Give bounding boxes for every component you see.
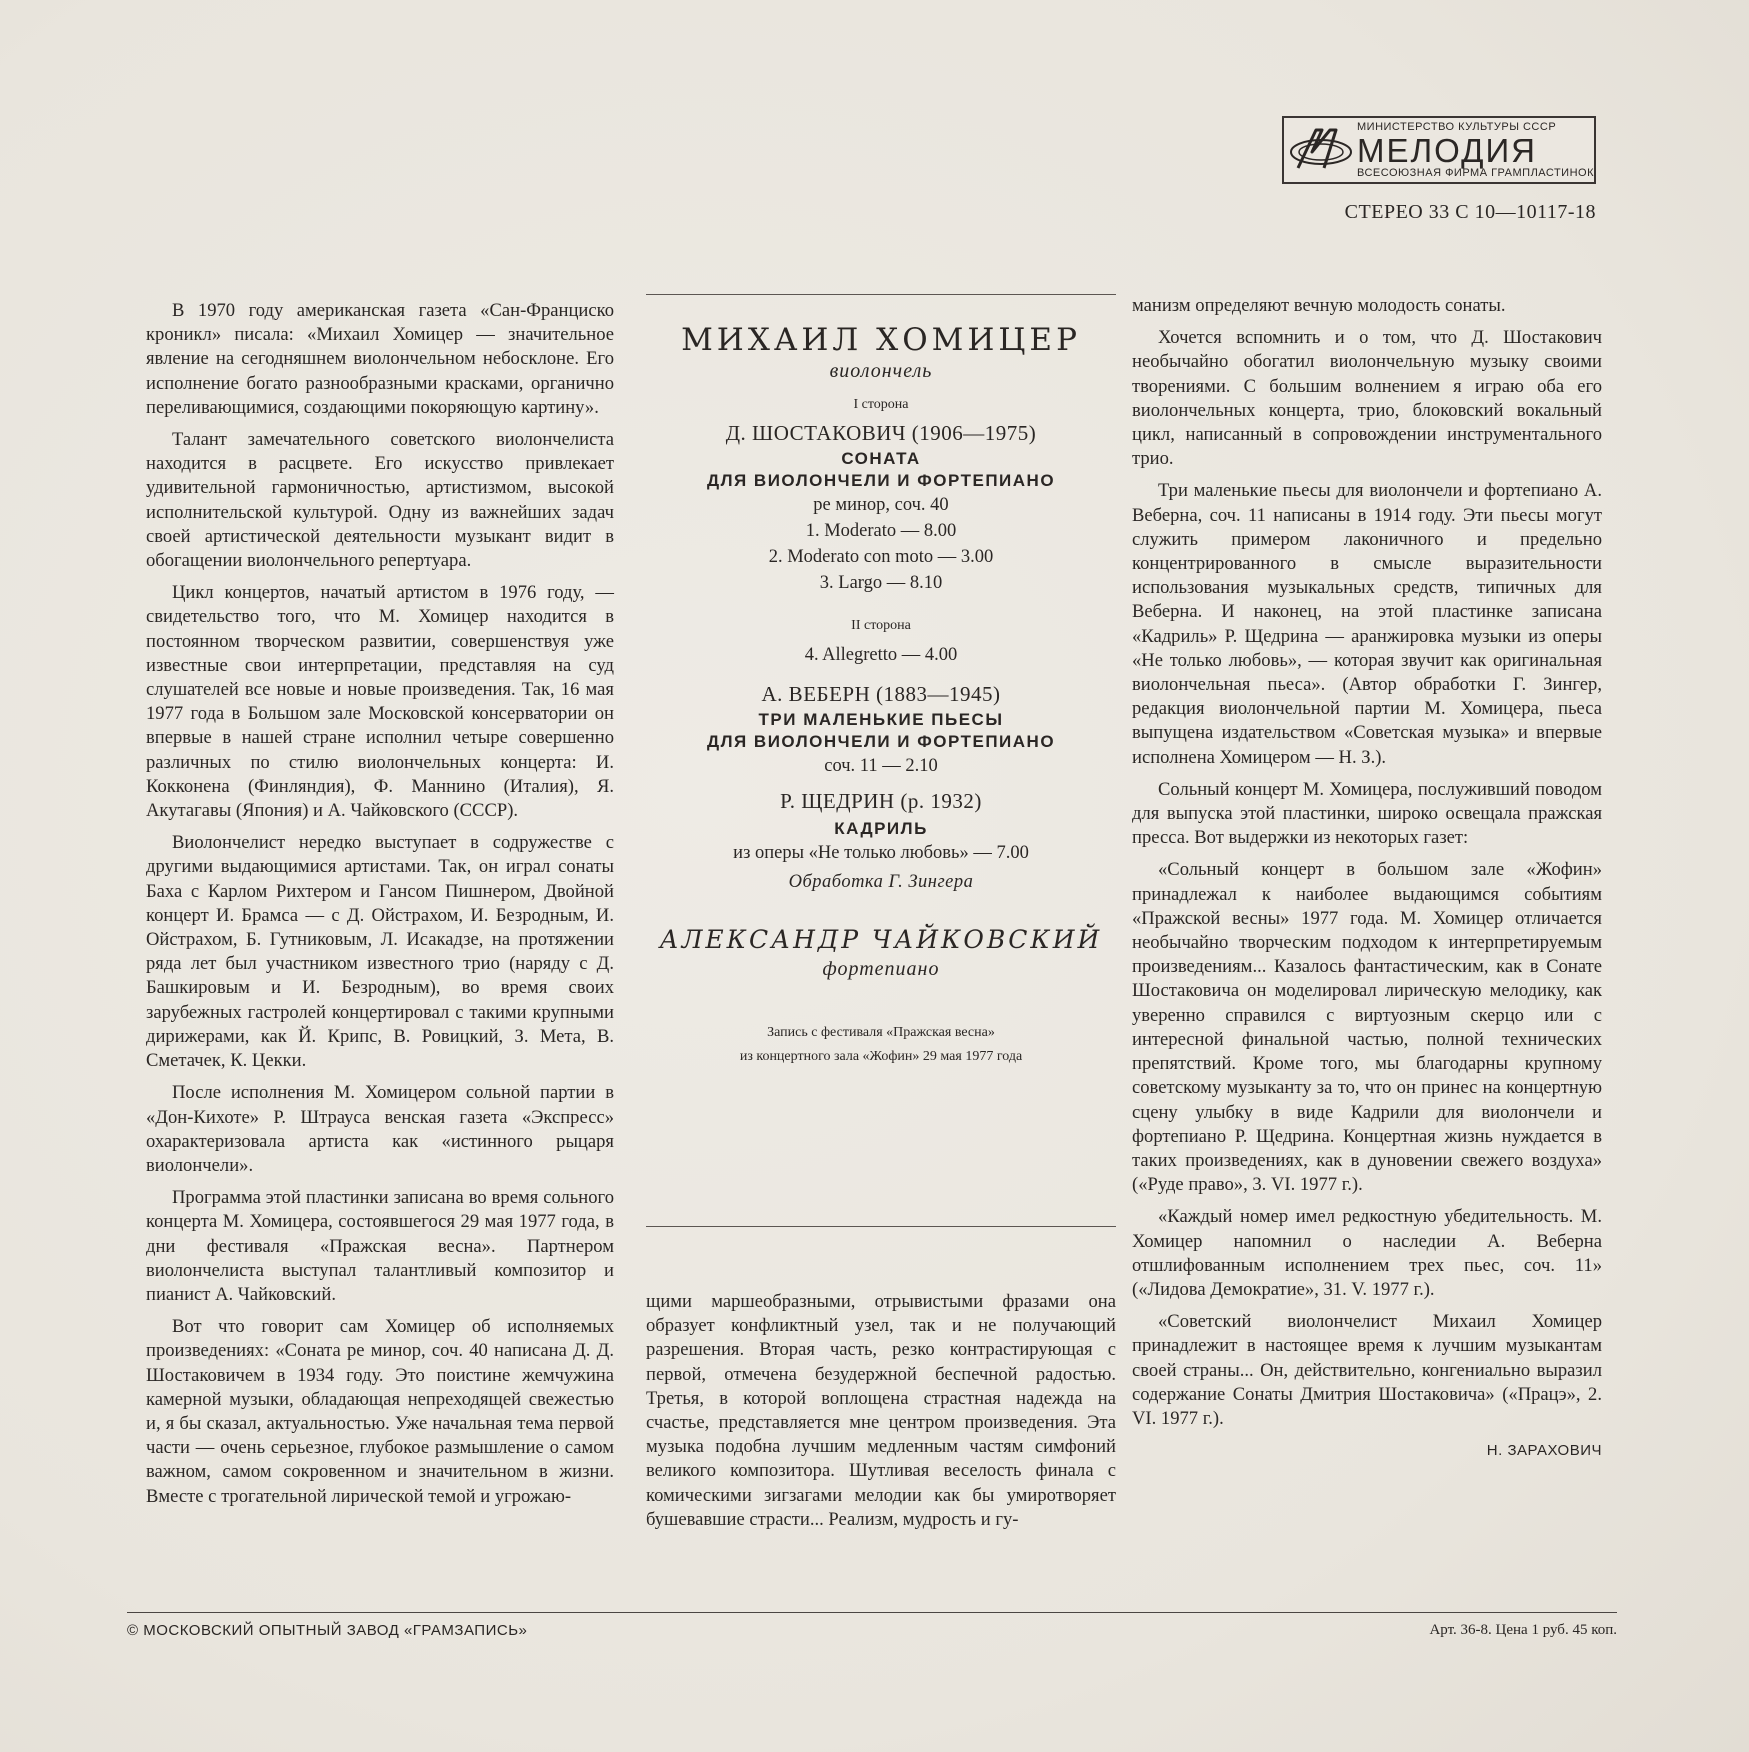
performer-name: МИХАИЛ ХОМИЦЕР [681,322,1081,358]
movement-3: 3. Largo — 8.10 [819,573,943,593]
movement-1: 1. Moderato — 8.00 [805,521,957,541]
composer-shostakovich: Д. ШОСТАКОВИЧ (1906—1975) [725,421,1037,445]
col3-paragraph-2: Хочется вспомнить и о том, что Д. Шостакович необычайно обогатил виолончельную музыку своими творениями. С большим волнением я играю оба его виолончельных концерта, трио, блоковский вокальный цикл, написанный в сопровождении инструментального трио. [1132,327,1602,470]
col3-paragraph-7: «Советский виолончелист Михаил Хомицер принадлежит в настоящее время к лучшим музыкантам своей страны... Он, действительно, конгениально выразил содержание Сонаты Дмитрия Шостаковича» («Працэ», 2. VI. 1977 г.). [1132,1311,1602,1429]
col3-paragraph-5: «Сольный концерт в большом зале «Жофин» принадлежал к наиболее выдающимся событиям «Пражской весны» 1977 года. М. Хомицер отличается необычайно творческим подходом к интерпретируемым произведениям... Казалось фантастическим, как в Сонате Шостаковича он моделировал лирическую мелодику, как уверенно справился с виртуозным скерцо или с интересной финальной частью, полной технических препятствий. Кроме того, мы благодарны крупному советскому музыканту за то, что он принес на концертную сцену улыбку в виде Кадрили для виолончели и фортепиано Р. Щедрина. Концертная жизнь нуждается в таких произведениях, как в дуновении свежего воздуха» («Руде право», 3. VI. 1977 г.). [1132,859,1602,1196]
work-3-arrangement: Обработка Г. Зингера [788,872,974,892]
work-2-opus: соч. 11 — 2.10 [824,756,938,776]
col1-paragraph-2: Талант замечательного советского виолончелиста находится в расцвете. Его искусство привлекает удивительной гармоничностью, артистизмом, высокой исполнительской культурой. Одну из важнейших задач своей артистической деятельности музыкант видит в обогащении виолончельного репертуара. [146,429,614,572]
side-2-label: II сторона [851,618,911,633]
author-signature: Н. ЗАРАХОВИЧ [1486,1442,1602,1460]
work-1-key: ре минор, соч. 40 [813,495,949,515]
work-1-subtitle: ДЛЯ ВИОЛОНЧЕЛИ И ФОРТЕПИАНО [706,471,1056,490]
side-1-label: I сторона [853,397,909,412]
footer-manufacturer: © МОСКОВСКИЙ ОПЫТНЫЙ ЗАВОД «ГРАМЗАПИСЬ» [127,1622,528,1639]
work-3-source: из оперы «Не только любовь» — 7.00 [733,843,1029,863]
movement-4: 4. Allegretto — 4.00 [804,645,958,665]
melodiya-logo [1282,116,1596,184]
col1-paragraph-3: Цикл концертов, начатый артистом в 1976 году, — свидетельство того, что М. Хомицер находится в постоянном творческом развитии, совершенствуя уже известные свои интерпретации, представляя на суд слушателей все новые и новые произведения. Так, 16 мая 1977 года в Большом зале Московской консерватории он впервые в нашей стране исполнил четыре совершенно различных по стилю виолончельных концерта: И. Кокконена (Финляндия), Ф. Маннино (Италия), Я. Акутагавы (Япония) и А. Чайковского (СССР). [146,582,614,822]
footer-rule [127,1612,1617,1613]
col1-paragraph-1: В 1970 году американская газета «Сан-Франциско кроникл» писала: «Михаил Хомицер — значительное явление на сегодняшнем виолончельном небосклоне. Его исполнение богато разнообразными красками, органично переливающимися, создающими покоряющую картину». [146,300,614,418]
performer-instrument: виолончель [829,360,933,382]
col3-paragraph-1: манизм определяют вечную молодость сонаты. [1132,295,1506,316]
work-2-title: ТРИ МАЛЕНЬКИЕ ПЬЕСЫ [758,710,1004,729]
catalog-number: СТЕРЕО 33 С 10—10117-18 [1344,201,1596,223]
col1-paragraph-4: Виолончелист нередко выступает в содружестве с другими выдающимися артистами. Так, он играл сонаты Баха с Карлом Рихтером и Гансом Пишнером, Двойной концерт И. Брамса — с Д. Ойстрахом, И. Безродным, И. Ойстрахом, Б. Гутниковым, Л. Исакадзе, на протяжении ряда лет был участником известного трио (наряду с Д. Башкировым и И. Безродным), во время своих зарубежных гастролей концертировал с такими крупными дирижерами, как Й. Крипс, В. Ровицкий, З. Мета, В. Сметачек, К. Цекки. [146,832,614,1072]
footer-price: Арт. 36-8. Цена 1 руб. 45 коп. [1429,1622,1617,1638]
col2-paragraph-1: щими маршеобразными, отрывистыми фразами она образует конфликтный узел, так и не получающий разрешения. Вторая часть, резко контрастирующая с первой, отмечена безудержной беспечной радостью. Третья, в которой воплощена страстная надежда на счастье, представляется мне центром произведения. Эта музыка подобна лучшим медленным частям симфоний великого композитора. Шутливая веселость финала с комическими зигзагами мелодии как бы умиротворяет бушевавшие страсти... Реализм, мудрость и гу- [646,1291,1116,1530]
track-listing [646,290,1116,1069]
pianist-instrument: фортепиано [822,958,940,980]
liner-notes-column-3 [1132,294,1602,1471]
col1-paragraph-5: После исполнения М. Хомицером сольной партии в «Дон-Кихоте» Р. Штрауса венская газета «Экспресс» охарактеризовала артиста как «истинного рыцаря виолончели». [146,1082,614,1176]
work-3-title: КАДРИЛЬ [834,819,928,838]
center-bottom-rule [646,1226,1116,1227]
col1-paragraph-7: Вот что говорит сам Хомицер об исполняемых произведениях: «Соната ре минор, соч. 40 написана Д. Д. Шостаковичем в 1934 году. Это поистине жемчужина камерной музыки, обладающая непреходящей свежестью и, я бы сказал, актуальностью. Уже начальная тема первой части — очень серьезное, глубокое размышление о самом важном, самом сокровенном и значительном в жизни. Вместе с трогательной лирической темой и угрожаю- [146,1316,614,1507]
composer-webern: А. ВЕБЕРН (1883—1945) [761,682,1001,706]
col3-paragraph-6: «Каждый номер имел редкостную убедительность. М. Хомицер напомнил о наследии А. Веберна отшлифованным исполнением трех пьес, соч. 11» («Лидова Демократие», 31. V. 1977 г.). [1132,1206,1602,1300]
col1-paragraph-6: Программа этой пластинки записана во время сольного концерта М. Хомицера, состоявшегося 29 мая 1977 года, в дни фестиваля «Пражская весна». Партнером виолончелиста выступал талантливый композитор и пианист А. Чайковский. [146,1187,614,1305]
work-2-subtitle: ДЛЯ ВИОЛОНЧЕЛИ И ФОРТЕПИАНО [706,732,1056,751]
pianist-name: АЛЕКСАНДР ЧАЙКОВСКИЙ [659,925,1103,954]
movement-2: 2. Moderato con moto — 3.00 [768,547,994,567]
logo-company-text: ВСЕСОЮЗНАЯ ФИРМА ГРАМПЛАСТИНОК [1357,166,1594,179]
col3-paragraph-3: Три маленькие пьесы для виолончели и фортепиано А. Веберна, соч. 11 написаны в 1914 году. Эти пьесы могут служить примером лаконичного и предельно концентрированного в смысле выразительности использования музыкальных средств, типичных для Веберна. И наконец, на этой пластинке записана «Кадриль» Р. Щедрина — аранжировка музыки из оперы «Не только любовь», — которая звучит как оригинальная виолончельная пьеса». (Автор обработки Г. Зингер, редакция виолончельной партии М. Хомицера, пьеса выпущена издательством «Советская музыка» и впервые исполнена Хомицером — Н. З.). [1132,480,1602,768]
liner-notes-column-2 [646,1290,1116,1540]
logo-brand-name: МЕЛОДИЯ [1357,131,1538,169]
recording-note-line-1: Запись с фестиваля «Пражская весна» [767,1025,995,1040]
recording-note-line-2: из концертного зала «Жофин» 29 мая 1977 года [739,1049,1023,1064]
logo-ministry-text: МИНИСТЕРСТВО КУЛЬТУРЫ СССР [1357,120,1557,133]
liner-notes-column-1 [146,299,614,1517]
col3-paragraph-4: Сольный концерт М. Хомицера, послуживший поводом для выпуска этой пластинки, широко освещала пражская пресса. Вот выдержки из некоторых газет: [1132,778,1602,849]
melodiya-emblem-icon [1284,118,1357,182]
work-1-title: СОНАТА [841,449,921,468]
composer-shchedrin: Р. ЩЕДРИН (р. 1932) [780,789,982,813]
